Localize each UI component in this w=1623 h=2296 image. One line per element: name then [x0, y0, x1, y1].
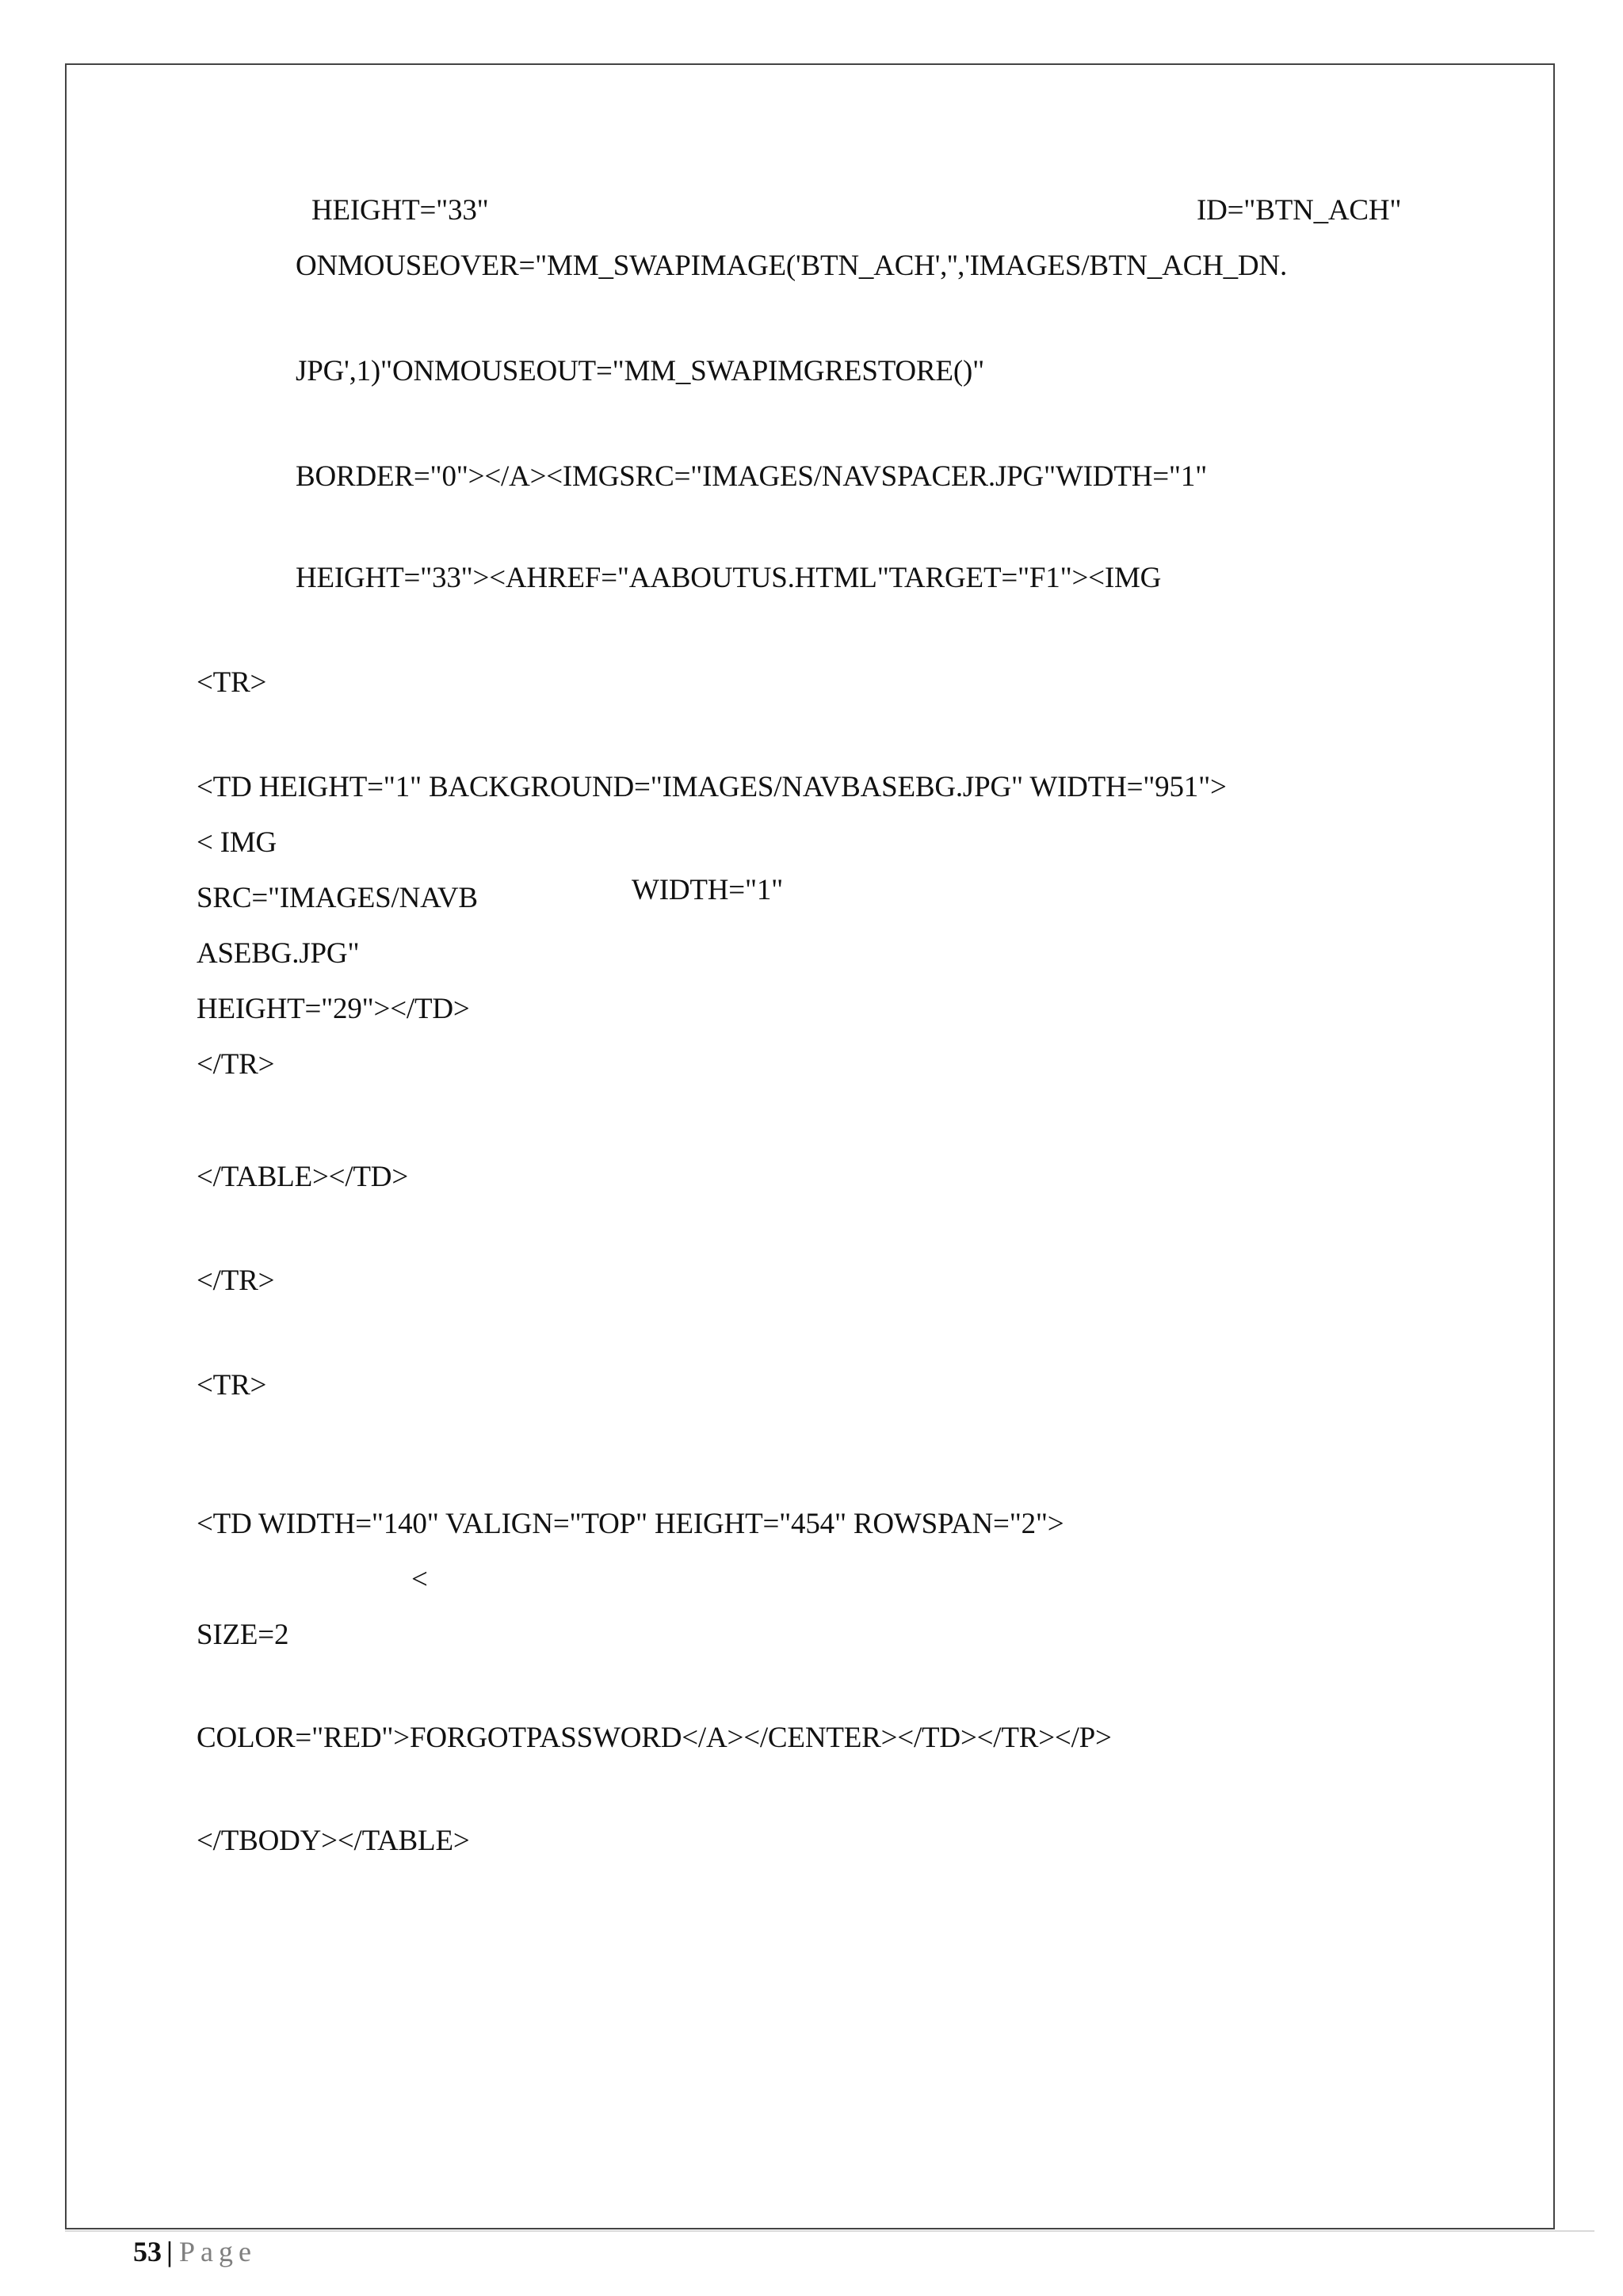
code-line: </TR>: [197, 1048, 275, 1081]
page-footer: [133, 2234, 257, 2269]
code-line: </TBODY></TABLE>: [197, 1825, 470, 1857]
code-line: </TR>: [197, 1264, 275, 1297]
code-line: ONMOUSEOVER="MM_SWAPIMAGE('BTN_ACH','','IMAGES/BTN_ACH_DN.: [296, 250, 1288, 282]
code-line: WIDTH="1": [632, 874, 784, 906]
code-line: SIZE=2: [197, 1619, 289, 1651]
code-line: HEIGHT="29"></TD>: [197, 993, 470, 1025]
footer-separator: |: [166, 2236, 173, 2267]
code-line: BORDER="0"></A><IMGSRC="IMAGES/NAVSPACER.JPG"WIDTH="1": [296, 460, 1208, 493]
code-line: <TD HEIGHT="1" BACKGROUND="IMAGES/NAVBASEBG.JPG" WIDTH="951">: [197, 771, 1227, 803]
code-line: HEIGHT="33": [311, 194, 489, 227]
code-line: ID="BTN_ACH": [1197, 194, 1402, 227]
code-line: ASEBG.JPG": [197, 937, 360, 970]
page-number: 53: [133, 2236, 162, 2267]
code-line: SRC="IMAGES/NAVB: [197, 882, 478, 914]
code-line: <TR>: [197, 666, 267, 699]
code-line: HEIGHT="33"><AHREF="AABOUTUS.HTML"TARGET="F1"><IMG: [296, 562, 1162, 594]
code-line: COLOR="RED">FORGOTPASSWORD</A></CENTER></TD></TR></P>: [197, 1722, 1112, 1754]
code-line: JPG',1)"ONMOUSEOUT="MM_SWAPIMGRESTORE()": [296, 355, 984, 387]
code-line: < IMG: [197, 826, 277, 859]
code-line: <TD WIDTH="140" VALIGN="TOP" HEIGHT="454" ROWSPAN="2">: [197, 1508, 1064, 1540]
code-line: <TR>: [197, 1369, 267, 1402]
footer-divider: [65, 2230, 1594, 2232]
code-line: </TABLE></TD>: [197, 1161, 408, 1193]
code-line: <: [411, 1563, 428, 1596]
page-label: Page: [178, 2236, 257, 2267]
